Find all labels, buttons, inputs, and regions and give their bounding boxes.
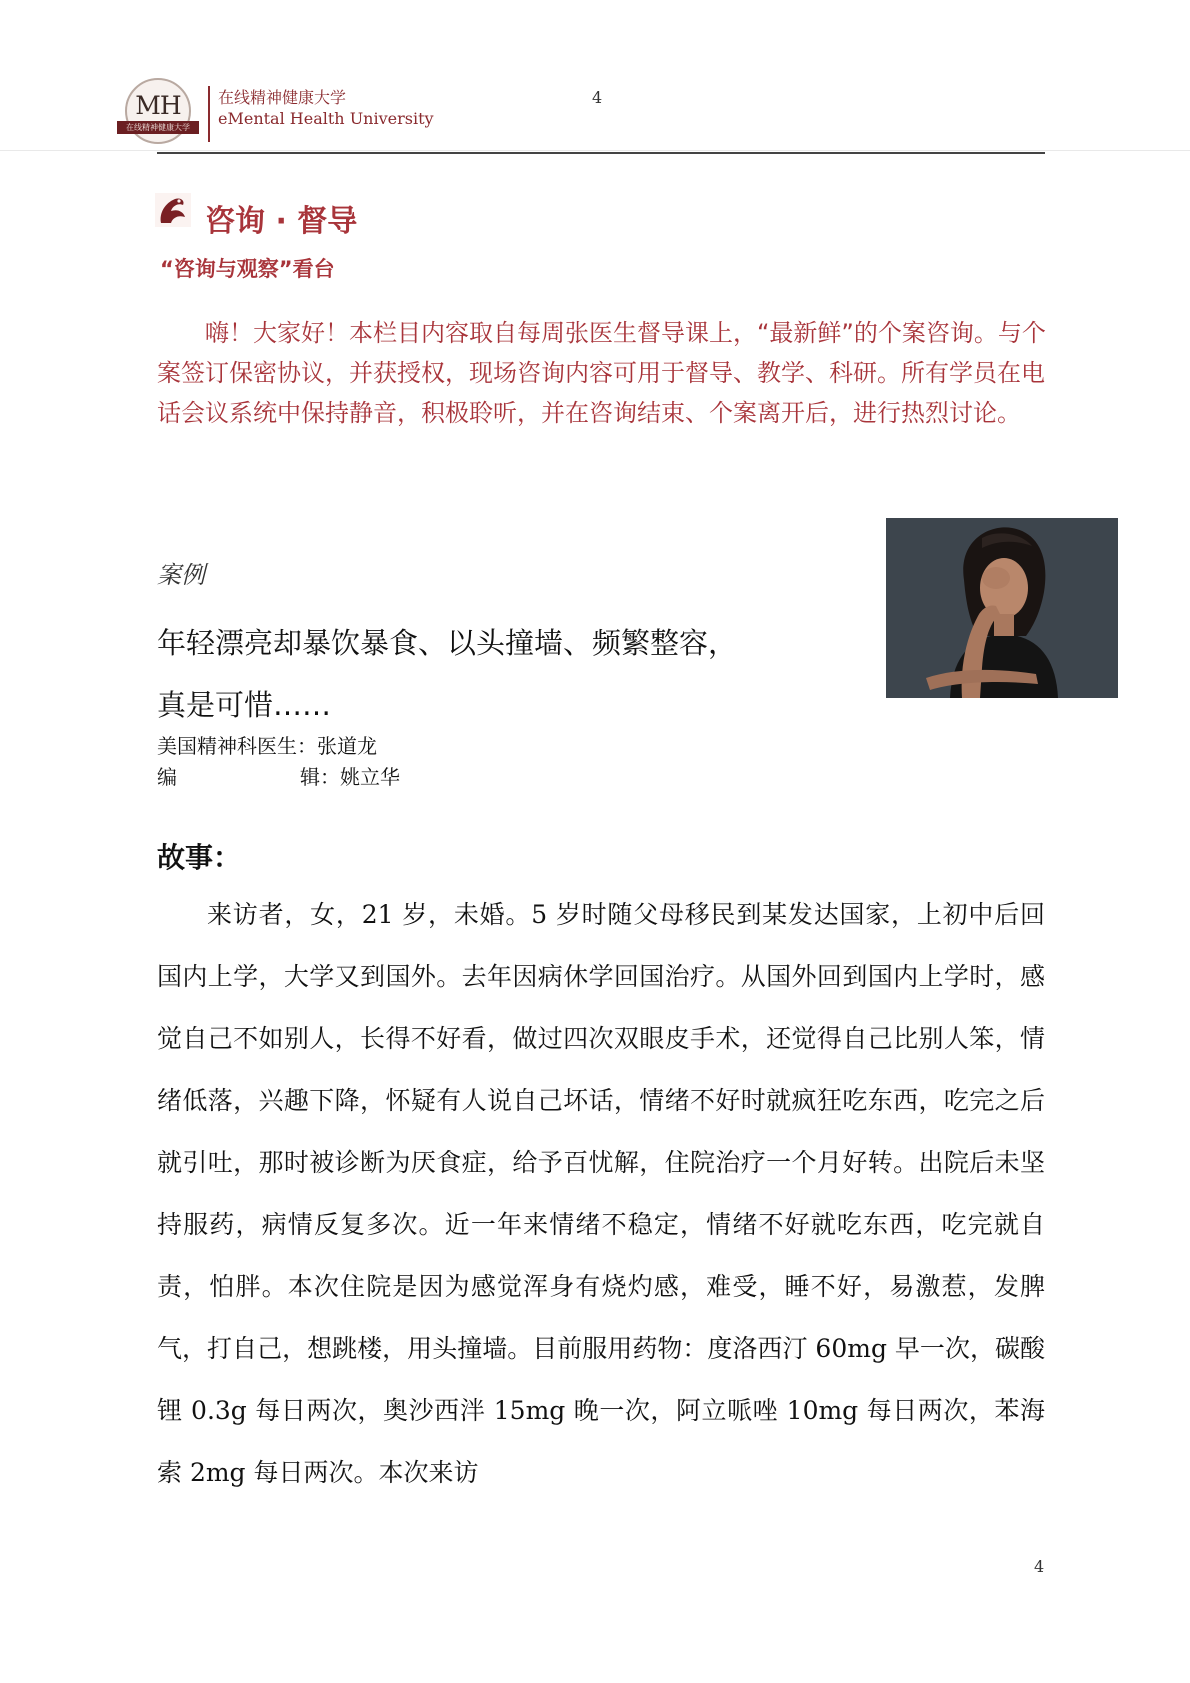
- story-body: 来访者，女，21 岁，未婚。5 岁时随父母移民到某发达国家，上初中后回国内上学，大学又到国外。去年因病休学回国治疗。从国外回到国内上学时，感觉自己不如别人，长得不好看，做过四次双眼皮手术，还觉得自己比别人笨，情绪低落，兴趣下降，怀疑有人说自己坏话，情绪不好时就疯狂吃东西，吃完之后就引吐，那时被诊断为厌食症，给予百忧解，住院治疗一个月好转。出院后未坚持服药，病情反复多次。近一年来情绪不稳定，情绪不好就吃东西，吃完就自责，怕胖。本次住院是因为感觉浑身有烧灼感，难受，睡不好，易激惹，发脾气，打自己，想跳楼，用头撞墙。目前服用药物：度洛西汀 60mg 早一次，碳酸锂 0.3g 每日两次，奥沙西泮 15mg 晚一次，阿立哌唑 10mg 每日两次，苯海索 2mg 每日两次。本次来访: [157, 900, 1045, 1487]
- logo-ribbon: 在线精神健康大学: [117, 121, 199, 134]
- org-name-en: eMental Health University: [218, 109, 434, 128]
- case-title: [157, 612, 797, 736]
- case-title-line-2: 真是可惜……: [157, 688, 332, 722]
- section-title: 咨询 · 督导: [205, 204, 358, 239]
- section-subtitle: “咨询与观察”看台: [160, 257, 335, 281]
- header-divider: [208, 86, 210, 142]
- section-intro-paragraph: 嗨！大家好！本栏目内容取自每周张医生督导课上，“最新鲜”的个案咨询。与个案签订保密协议，并获授权，现场咨询内容可用于督导、教学、科研。所有学员在电话会议系统中保持静音，积极聆听，并在咨询结束、个案离开后，进行热烈讨论。: [157, 319, 1046, 427]
- header-page-number: 4: [592, 88, 603, 107]
- org-name-cn: 在线精神健康大学: [218, 88, 347, 107]
- credit-editor-label-1: 编: [157, 765, 177, 789]
- case-photo: [886, 518, 1118, 698]
- distressed-woman-illustration: [886, 518, 1118, 698]
- logo-mh-text: MH: [135, 91, 181, 120]
- credit-editor-label-2: 辑：: [300, 765, 340, 789]
- footer-page-number: 4: [1034, 1557, 1045, 1576]
- credit-doctor-name: 张道龙: [317, 734, 377, 758]
- university-logo: [117, 78, 199, 150]
- case-title-line-1: 年轻漂亮却暴饮暴食、以头撞墙、频繁整容，: [157, 626, 738, 660]
- story-heading: 故事：: [157, 841, 242, 874]
- section-dragon-icon: [155, 193, 191, 227]
- case-label: 案例: [157, 561, 205, 589]
- header-faint-rule: [0, 150, 1190, 151]
- credit-editor-name: 姚立华: [340, 765, 400, 789]
- credit-doctor-label: 美国精神科医生：: [157, 734, 317, 758]
- credit-doctor: [157, 730, 377, 759]
- credit-editor: [157, 761, 400, 790]
- header-rule: [157, 152, 1045, 154]
